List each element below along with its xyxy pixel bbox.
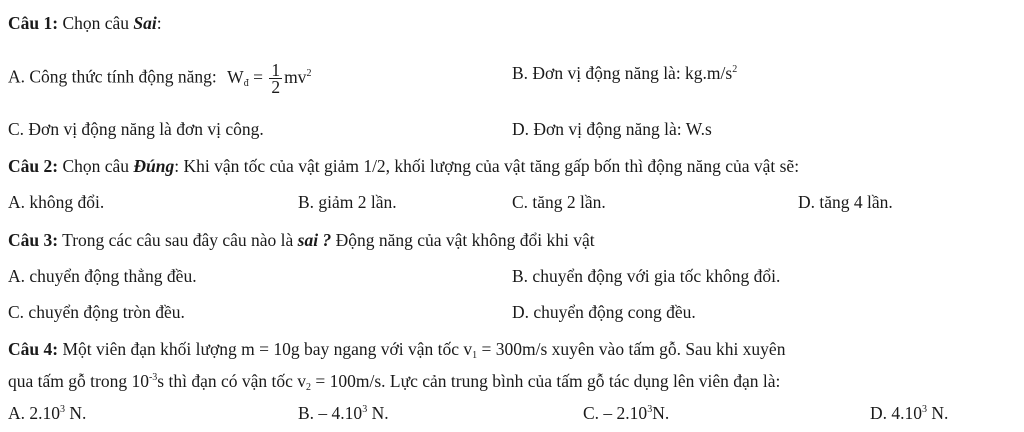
question-1-prompt-pre: Chọn câu (58, 13, 134, 33)
kinetic-energy-formula: $W_đ$ = $\frac{1}{2}$ $mv^2$ (227, 60, 312, 97)
question-2-prompt: Câu 2: Chọn câu Đúng: Khi vận tốc của vật giảm 1/2, khối lượng của vật tăng gấp bốn thì động năng của vật sẽ: (8, 156, 800, 176)
fraction-one-half: $\frac{1}{2}$ (271, 60, 281, 97)
question-3-option-a[interactable]: A. chuyển động thẳng đều. (8, 266, 197, 286)
question-4-label: Câu 4: (8, 339, 59, 359)
question-2-option-a[interactable]: A. không đổi. (8, 192, 105, 212)
question-1-option-a[interactable] (8, 62, 311, 95)
question-4-prompt-line-1: Câu 4: Một viên đạn khối lượng m = 10g bay ngang với vận tốc $v_1 = 300m/s$ xuyên vào tấm gỗ. Sau khi xuyên (8, 339, 786, 361)
question-3-option-b[interactable]: B. chuyển động với gia tốc không đổi. (512, 266, 781, 286)
question-1-option-d[interactable]: D. Đơn vị động năng là: W.s (512, 119, 712, 139)
question-2-label: Câu 2: (8, 156, 59, 176)
question-4-option-a[interactable]: A. 2.10$^3$ N. (8, 403, 87, 423)
question-1-label: Câu 1: (8, 13, 59, 33)
question-3-emphasis: sai ? (297, 230, 332, 250)
question-1-option-b[interactable]: B. Đơn vị động năng là: $kg.m/s^2$ (512, 63, 738, 83)
question-1-prompt-post: : (156, 13, 162, 33)
question-2-option-d[interactable]: D. tăng 4 lần. (798, 192, 893, 212)
question-4-option-b[interactable]: B. – 4.10$^3$ N. (298, 403, 389, 423)
question-2-emphasis: Đúng (133, 156, 175, 176)
option-a-text: A. Công thức tính động năng: (8, 66, 217, 87)
question-3-prompt: Câu 3: Trong các câu sau đây câu nào là sai ? Động năng của vật không đổi khi vật (8, 230, 595, 250)
question-3-option-c[interactable]: C. chuyển động tròn đều. (8, 302, 185, 322)
question-1-option-c[interactable]: C. Đơn vị động năng là đơn vị công. (8, 119, 264, 139)
question-3-option-d[interactable]: D. chuyển động cong đều. (512, 302, 696, 322)
question-2-option-c[interactable]: C. tăng 2 lần. (512, 192, 606, 212)
question-3-label: Câu 3: (8, 230, 59, 250)
question-1-emphasis: Sai (133, 13, 157, 33)
question-4-prompt-line-2: qua tấm gỗ trong $10^{-3}s$ thì đạn có vận tốc $v_2 = 100m/s$. Lực cản trung bình của tấm gỗ tác dụng lên viên đạn là: (8, 371, 781, 393)
question-1-prompt (8, 12, 162, 34)
question-4-option-c[interactable]: C. – 2.10$^3$N. (583, 403, 670, 423)
question-2-option-b[interactable]: B. giảm 2 lần. (298, 192, 397, 212)
question-4-option-d[interactable]: D. 4.10$^3$ N. (870, 403, 949, 423)
